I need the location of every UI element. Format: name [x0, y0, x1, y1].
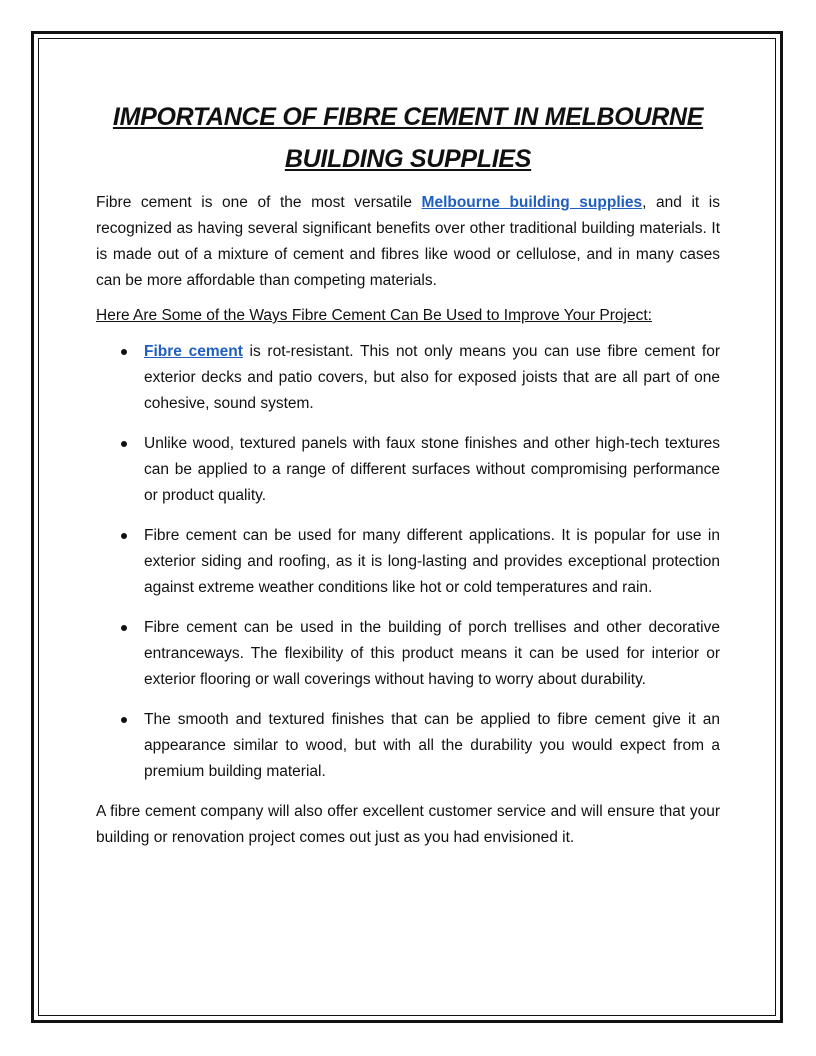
- list-item: [96, 431, 720, 509]
- bullet-icon: [121, 717, 127, 723]
- list-item-text: Fibre cement can be used in the building of porch trellises and other decorative entranceways. The flexibility of this product means it can be used for interior or exterior flooring or wall coverings without having to worry about durability.: [144, 619, 720, 688]
- bullet-icon: [121, 349, 127, 355]
- list-item-text: Unlike wood, textured panels with faux stone finishes and other high-tech textures can be applied to a range of different surfaces without compromising performance or product quality.: [144, 435, 720, 504]
- list-item-text: is rot-resistant. This not only means you can use fibre cement for exterior decks and patio covers, but also for exposed joists that are all part of one cohesive, sound system.: [144, 343, 720, 412]
- list-item: [96, 523, 720, 601]
- intro-text-after-link: , and it is recognized as having several significant benefits over other traditional building materials. It is made out of a mixture of cement and fibres like wood or cellulose, and in many cases can be more affordable than competing materials.: [96, 194, 720, 289]
- intro-text-before-link: Fibre cement is one of the most versatile: [96, 194, 422, 211]
- melbourne-building-supplies-link[interactable]: Melbourne building supplies: [421, 194, 643, 211]
- bullet-icon: [121, 625, 127, 631]
- closing-paragraph: A fibre cement company will also offer excellent customer service and will ensure that your building or renovation project comes out just as you had envisioned it.: [96, 803, 720, 846]
- list-item: [96, 707, 720, 785]
- bullet-icon: [121, 441, 127, 447]
- document-title: IMPORTANCE OF FIBRE CEMENT IN MELBOURNE BUILDING SUPPLIES: [112, 103, 704, 173]
- section-heading: Here Are Some of the Ways Fibre Cement Can Be Used to Improve Your Project:: [96, 307, 652, 324]
- list-item-text: The smooth and textured finishes that can be applied to fibre cement give it an appearance similar to wood, but with all the durability you would expect from a premium building material.: [144, 711, 720, 780]
- benefits-list: [96, 339, 720, 785]
- fibre-cement-link[interactable]: Fibre cement: [144, 343, 243, 360]
- list-item-text: Fibre cement can be used for many different applications. It is popular for use in exterior siding and roofing, as it is long-lasting and provides exceptional protection against extreme weather conditions like hot or cold temperatures and rain.: [144, 527, 720, 596]
- document-body: [96, 96, 720, 851]
- list-item: [96, 339, 720, 417]
- list-item: [96, 615, 720, 693]
- intro-paragraph: [96, 190, 720, 294]
- bullet-icon: [121, 533, 127, 539]
